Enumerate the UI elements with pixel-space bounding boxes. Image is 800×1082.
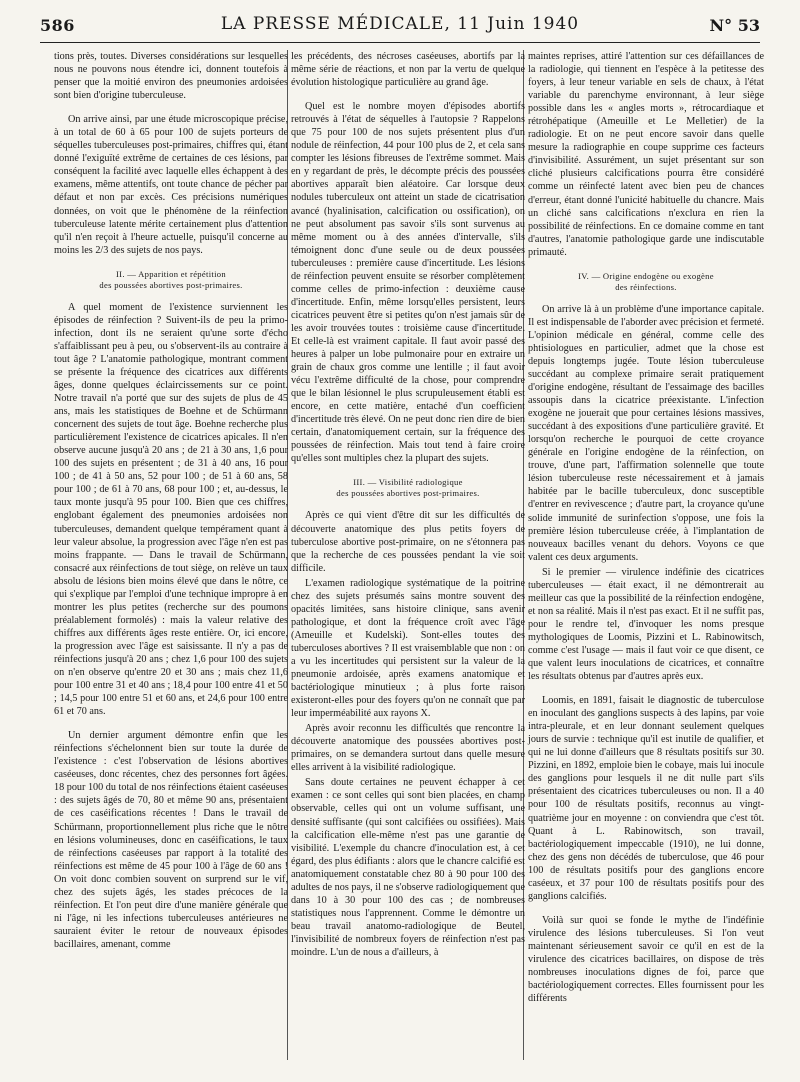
paragraph: maintes reprises, attiré l'attention sur ces défaillances de la radiologie, qui tiennent en l'espèce à la petitesse des foyers, à leur teneur variable en sels de chaux, à l'état variable du parenchyme environnant, à leur siège possible dans les « angles morts », rétrocardiaque et rétrohépatique (Ameuille et Le Melletier) de la radiologie. Et on ne peut encore savoir dans quelle mesure la radiographie en coupe supprime ces facteurs d'invisibilité. Assurément, un sujet présentant sur son cliché plusieurs calcifications pourra être considéré comme un réinfecté latent avec bien peu de chances d'erreur, étant donné l'unicité habituelle du chancre. Mais un cliché sans calcifications n'exclura en rien la possibilité de réinfections. En ce domaine comme en tant d'autres, l'anatomie pathologique garde une indiscutable primauté. [528,51,764,258]
column-1 [54,50,288,953]
paragraph: On arrive là à un problème d'une importance capitale. Il est indispensable de l'aborder avec précision et fermeté. L'opinion médicale en général, comme celle des phtisiologues en particulier, admet que la chose est depuis longtemps jugée. Toute lésion tuberculeuse succédant au complexe primaire serait pratiquement d'origine endogène, résultant de l'essaimage des bacilles assoupis dans la cicatrice préexistante. L'infection exogène ne jouerait que pour certaines lésions massives, succédant à des expositions d'une particulière gravité. Et lorsqu'on recherche le pourquoi de cette croyance générale en l'origine endogène de la réinfection, on trouve, d'une part, l'affirmation solennelle que toute lésion tuberculeuse reste nécessairement et à jamais habitée par le bacille tuberculeux, donc susceptible d'entrer en revivescence ; d'autre part, la croyance qu'une solide immunité de surinfection s'oppose, une fois la première lésion tuberculeuse créée, à l'implantation de nouveaux bacilles venant du dehors. Voyons ce que valent ces deux arguments. [528,303,764,563]
issue-number: N° 53 [709,16,760,35]
paragraph: L'examen radiologique systématique de la poitrine chez des sujets présumés sains montre souvent des opacités limitées, sans histoire clinique, sans avenir pathologique, et dont la fréquence croît avec l'âge (Ameuille et Kudelski). Sont-elles toutes des tuberculoses abortives ? Il est vraisemblable que non : on a vu les incertitudes qui persistent sur la valeur de la pneumonie ardoisée, après examens anatomique et bactériologique minutieux ; à plus forte raison existeront-elles pour des foyers qu'on ne connaît que par leur imperméabilité aux rayons X. [291,577,525,720]
paragraph: A quel moment de l'existence surviennent les épisodes de réinfection ? Suivent-ils de peu la primo-infection, dont ils ne seraient qu'une sorte d'écho s'affaiblissant peu à peu, ou s'observent-ils au contraire à tout âge ? L'anatomie pathologique, montrant comment se présente la fréquence des cicatrices aux différents âges, donne quelques éclaircissements sur ce point. Notre travail n'a porté que sur des sujets de plus de 45 ans, mais les statistiques de Boehne et de Schürmann concernent des sujets de tout âge. Boehne recherche plus particulièrement l'existence de cicatrices apicales. Il n'en observe aucune jusqu'à 20 ans ; de 21 à 30 ans, 1,6 pour 100 des sujets en présentent ; de 31 à 40 ans, 16 pour 100 ; de 41 à 50 ans, 52 pour 100 ; de 51 à 60 ans, 58 pour 100 ; de 61 à 70 ans, 68 pour 100 ; et, au-dessus, le taux monte jusqu'à 95 pour 100. Bien que ces chiffres, englobant également des pneumonies ardoisées non tuberculeuses, demandent quelque tempérament quant à leur valeur absolue, la progression avec l'âge n'en est pas moins frappante. — Dans le travail de Schürmann, consacré aux réinfections de tout siège, on relève un taux absolu de lésions bien moins élevé que dans le nôtre, ce qui s'explique par l'emploi d'une technique impropre à en montrer les plus petites (recherche sur des poumons préalablement formolés) : mais la valeur relative des chiffres aux différents âges reste entière. Or, ici encore, la progression avec l'âge est saisissante. Il n'y a pas de réinfections jusqu'à 20 ans ; chez 1,6 pour 100 des sujets on n'en observe qu'entre 20 et 30 ans ; mais chez 11,6 pour 100 entre 31 et 40 ans ; 18,4 pour 100 entre 41 et 50 ; 14,5 pour 100 entre 51 et 60 ans, et 24,6 pour 100 entre 61 et 70 ans. [54,301,288,718]
journal-title: LA PRESSE MÉDICALE, 11 Juin 1940 [220,14,580,34]
paragraph: Loomis, en 1891, faisait le diagnostic de tuberculose en inoculant des ganglions suspects à des lapins, par voie intra-pleurale, et en leur donnant seulement quelques jours de survie : technique qu'il est inutile de qualifier, et qui ne lui donne d'ailleurs que 8 résultats positifs sur 30. Pizzini, en 1892, emploie bien le cobaye, mais lui inocule des ganglions pour lesquels il ne dit nulle part s'ils présentaient des cicatrices tuberculeuses ou non. Il a 40 pour 100 de résultats positifs, reconnus au vingt-quatrième jour en moyenne : on conviendra que c'est tôt. Quant à L. Rabinowitsch, son travail, bactériologiquement impeccable (1910), ne lui donne, chez des gens non décédés de tuberculose, que 46 pour 100 de résultats positifs pour des ganglions encore caséeux, et 37 pour 100 de résultats positifs pour des ganglions calcifiés. [528,695,764,902]
page-header [40,12,760,40]
column-3 [528,50,764,1007]
paragraph: Quel est le nombre moyen d'épisodes abortifs retrouvés à l'état de séquelles à l'autopsie ? Rappelons que 75 pour 100 de nos sujets présentent plus d'un nodule de réinfection, 44 pour 100 plus de 2, et cela sans compter les lésions fibreuses de l'extrême sommet. Mais en y regardant de près, le décompte précis des poussées abortives apparaît bien aléatoire. Car lorsque deux nodules tuberculeux ont atteint un stade de cicatrisation avancé (hyalinisation, calcification ou ossification), on ne peut absolument pas savoir s'ils sont survenus au même moment ou à des années d'intervalle, s'ils témoignent donc d'une seule ou de deux poussées tuberculeuses : première cause d'incertitude. Les lésions de réinfection peuvent ensuite se résorber complètement comme celles de primo-infection : deuxième cause d'incertitude. Enfin, même lorsqu'elles persistent, leurs cicatrices peuvent être si petites qu'on n'est jamais sûr de les avoir trouvées toutes : troisième cause d'incertitude. Et celle-là est vraiment capitale. Il faut avoir passé des heures à palper un lobe pulmonaire pour en extraire un grain de chaux gros comme une lentille ; il faut avoir vécu l'extrême difficulté de la chose, pour comprendre que le bilan lésionnel le plus scrupuleusement établi est encore, en cette matière, entaché d'un coefficient d'incertitude très élevé. On ne peut donc rien dire de bien certain, d'anatomiquement certain, sur la fréquence des poussées de réinfection. Mais tout tend à faire croire qu'elles sont multiples chez la plupart des sujets. [291,101,525,465]
paragraph: On arrive ainsi, par une étude microscopique précise, à un total de 60 à 65 pour 100 de sujets porteurs de séquelles tuberculeuses post-primaires, chiffres qui, étant donné l'exiguïté extrême de certaines de ces lésions, par conséquent la facilité avec laquelle elles échappent à des examens, même attentifs, ont toute chance de pécher par défaut et non par excès. Ces précisions numériques données, on voit que le phénomène de la réinfection tuberculeuse latente mérite certainement plus d'attention qu'il n'en reçoit à l'heure actuelle, puisqu'il concerne au moins les 2/3 des sujets de nos pays. [54,114,288,256]
paragraph: les précédents, des nécroses caséeuses, abortifs par la même série de réactions, et non par la vertu de quelque évolution histologique particulière au grand âge. [291,51,525,89]
paragraph: Un dernier argument démontre enfin que les réinfections s'échelonnent bien sur toute la durée de l'existence : c'est l'observation de lésions abortives caséeuses, donc récentes, chez des personnes fort âgées. 18 pour 100 du total de nos réinfections étaient caséeuses : des sujets âgés de 70, 80 et même 90 ans, présentaient de ces caséifications récentes ! Dans le travail de Schürmann, proportionnellement plus riche que le nôtre en lésions volumineuses, donc en caséifications, le taux de réinfections caséeuses par rapport à la totalité des réinfections est même de 45 pour 100 à l'âge de 60 ans ! On voit donc combien souvent on surprend sur le vif, chez des sujets âgés, les stades précoces de la réinfection. Et l'on peut dire d'une manière générale que ni l'âge, ni les infections tuberculeuses antérieures ne sauraient éviter le retour de nouveaux épisodes bacillaires, amenant, comme [54,730,288,950]
paragraph: Après ce qui vient d'être dit sur les difficultés de découverte anatomique des plus petits foyers de tuberculose abortive post-primaire, on ne s'étonnera pas que la recherche de ces poussées pendant la vie soit difficile. [291,510,525,574]
section-heading: IV. — Origine endogène ou exogène des réinfections. [578,270,714,292]
paragraph: tions près, toutes. Diverses considérations sur lesquelles nous ne pouvons nous étendre ici, donnent toutefois à penser que la moitié environ des pneumonies ardoisées sont bien d'origine tuberculeuse. [54,51,288,102]
section-heading: II. — Apparition et répétition des poussées abortives post-primaires. [99,268,243,290]
paragraph: Sans doute certaines ne peuvent échapper à cet examen : ce sont celles qui sont bien placées, en champ observable, celles qui ont un volume suffisant, une densité suffisante (qui sont calcifiées ou ossifiées). Mais la calcification elle-même n'est pas une garantie de visibilité. L'exemple du chancre d'inoculation est, à cet égard, des plus édifiants : alors que le chancre calcifié est anatomiquement constatable chez 80 à 90 pour 100 des adultes de nos pays, il ne s'observe radiologiquement que dans 10 à 30 pour 100 des cas ; de nombreuses statistiques nous l'apprennent. Comme le démontre un beau travail anatomo-radiologique de Beutel, l'invisibilité de nombreux foyers de réinfection n'est pas moindre. L'un de nous a d'ailleurs, à [291,777,525,958]
header-rule [40,42,760,43]
paragraph: Après avoir reconnu les difficultés que rencontre la découverte anatomique des poussées abortives post-primaires, on se demandera surtout dans quelle mesure elles arrivent à la visibilité radiologique. [291,723,525,774]
page-number: 586 [40,16,75,35]
paragraph: Si le premier — virulence indéfinie des cicatrices tuberculeuses — était exact, il ne démontrerait au meilleur cas que la possibilité de la réinfection endogène, et non sa réalité. Mais il n'est pas exact. Et il ne suffit pas, pour le rendre tel, d'invoquer les noms presque mythologiques de Loomis, Pizzini et L. Rabinowitsch, comme c'est l'usage — mais il faut voir ce que disent, ce que valent leurs inoculations de cicatrices, et connaître les résultats obtenus par d'autres après eux. [528,566,764,683]
section-heading: III. — Visibilité radiologique des poussées abortives post-primaires. [336,477,480,499]
paragraph: Voilà sur quoi se fonde le mythe de l'indéfinie virulence des lésions tuberculeuses. Si l'on veut maintenant sérieusement savoir ce qu'il en est de la virulence des cicatrices bacillaires, on dispose de très nombreuses inoculations dignes de foi, parce que bactériologiquement correctes. Elles fournissent pour les différents [528,914,764,1005]
column-2 [291,50,525,961]
